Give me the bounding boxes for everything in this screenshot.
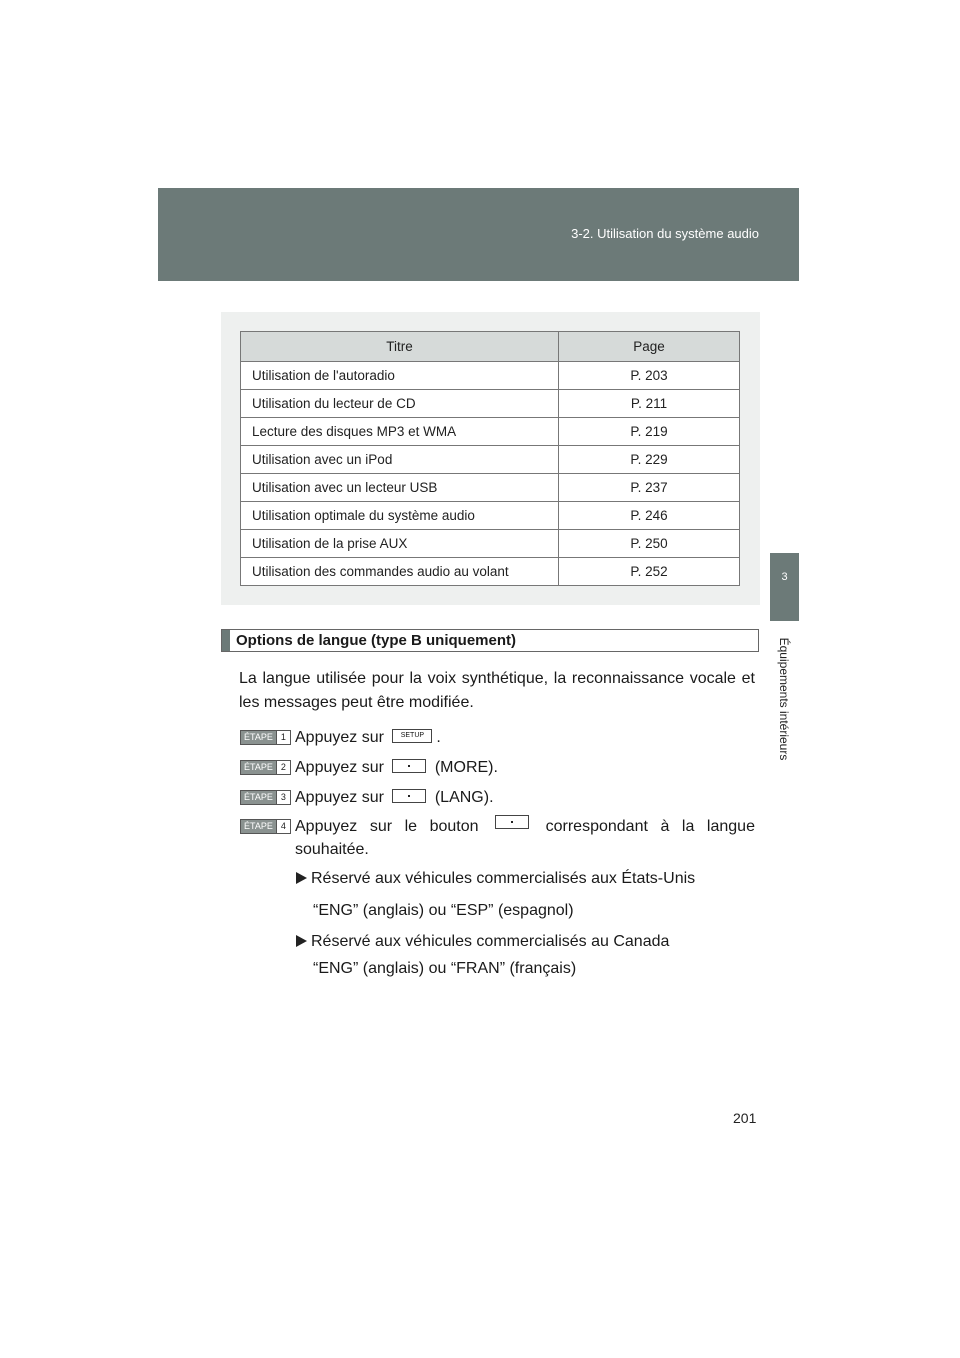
- page-number: 201: [733, 1110, 757, 1126]
- triangle-bullet-icon: [296, 935, 307, 947]
- heading-accent: [222, 630, 230, 651]
- table-row: [241, 446, 740, 474]
- step-text: Appuyez sur (LANG).: [295, 789, 494, 806]
- row-title: Utilisation avec un iPod: [241, 446, 559, 474]
- chapter-label: Équipements intérieurs: [777, 637, 791, 761]
- step-badge: ÉTAPE 4: [240, 819, 291, 834]
- note-us: Réservé aux véhicules commercialisés aux États-Unis: [296, 870, 695, 888]
- note-canada: Réservé aux véhicules commercialisés au Canada: [296, 933, 669, 951]
- step-text: Appuyez sur (MORE).: [295, 759, 498, 776]
- section-title: 3-2. Utilisation du système audio: [571, 226, 759, 241]
- row-page: P. 237: [559, 474, 740, 502]
- step-text: Appuyez sur SETUP .: [295, 729, 441, 746]
- row-title: Utilisation du lecteur de CD: [241, 390, 559, 418]
- table-row: [241, 558, 740, 586]
- row-page: P. 211: [559, 390, 740, 418]
- row-page: P. 246: [559, 502, 740, 530]
- table-row: [241, 474, 740, 502]
- table-row: [241, 502, 740, 530]
- table-row: [241, 390, 740, 418]
- note-us-languages: “ENG” (anglais) ou “ESP” (espagnol): [313, 902, 574, 919]
- step-badge: ÉTAPE 3: [240, 790, 291, 805]
- chapter-number: 3: [781, 571, 788, 583]
- section-heading: Options de langue (type B uniquement): [236, 632, 517, 649]
- preset-button-icon: [392, 789, 426, 803]
- table-row: [241, 530, 740, 558]
- row-title: Utilisation optimale du système audio: [241, 502, 559, 530]
- triangle-bullet-icon: [296, 872, 307, 884]
- preset-button-icon: [495, 815, 529, 829]
- preset-button-icon: [392, 759, 426, 773]
- toc-panel: [221, 312, 760, 605]
- table-row: [241, 418, 740, 446]
- row-page: P. 219: [559, 418, 740, 446]
- step-badge: ÉTAPE 1: [240, 730, 291, 745]
- intro-paragraph: La langue utilisée pour la voix synthétique, la reconnaissance vocale et les messages peut être modifiée.: [239, 670, 755, 711]
- step-badge: ÉTAPE 2: [240, 760, 291, 775]
- row-title: Lecture des disques MP3 et WMA: [241, 418, 559, 446]
- section-heading-bar: [221, 629, 759, 652]
- row-page: P. 252: [559, 558, 740, 586]
- row-title: Utilisation des commandes audio au volant: [241, 558, 559, 586]
- setup-button-icon: SETUP: [392, 729, 432, 743]
- table-header-row: [241, 332, 740, 362]
- table-row: [241, 362, 740, 390]
- row-title: Utilisation de l'autoradio: [241, 362, 559, 390]
- chapter-header: [158, 188, 799, 281]
- chapter-tab: [770, 553, 799, 621]
- row-page: P. 229: [559, 446, 740, 474]
- row-title: Utilisation de la prise AUX: [241, 530, 559, 558]
- column-header-title: Titre: [241, 332, 559, 362]
- step-text: Appuyez sur le bouton correspondant à la langue: [295, 815, 755, 839]
- toc-table: [240, 331, 740, 586]
- step-text-continued: souhaitée.: [295, 841, 369, 858]
- row-title: Utilisation avec un lecteur USB: [241, 474, 559, 502]
- row-page: P. 203: [559, 362, 740, 390]
- column-header-page: Page: [559, 332, 740, 362]
- note-canada-languages: “ENG” (anglais) ou “FRAN” (français): [313, 960, 577, 977]
- row-page: P. 250: [559, 530, 740, 558]
